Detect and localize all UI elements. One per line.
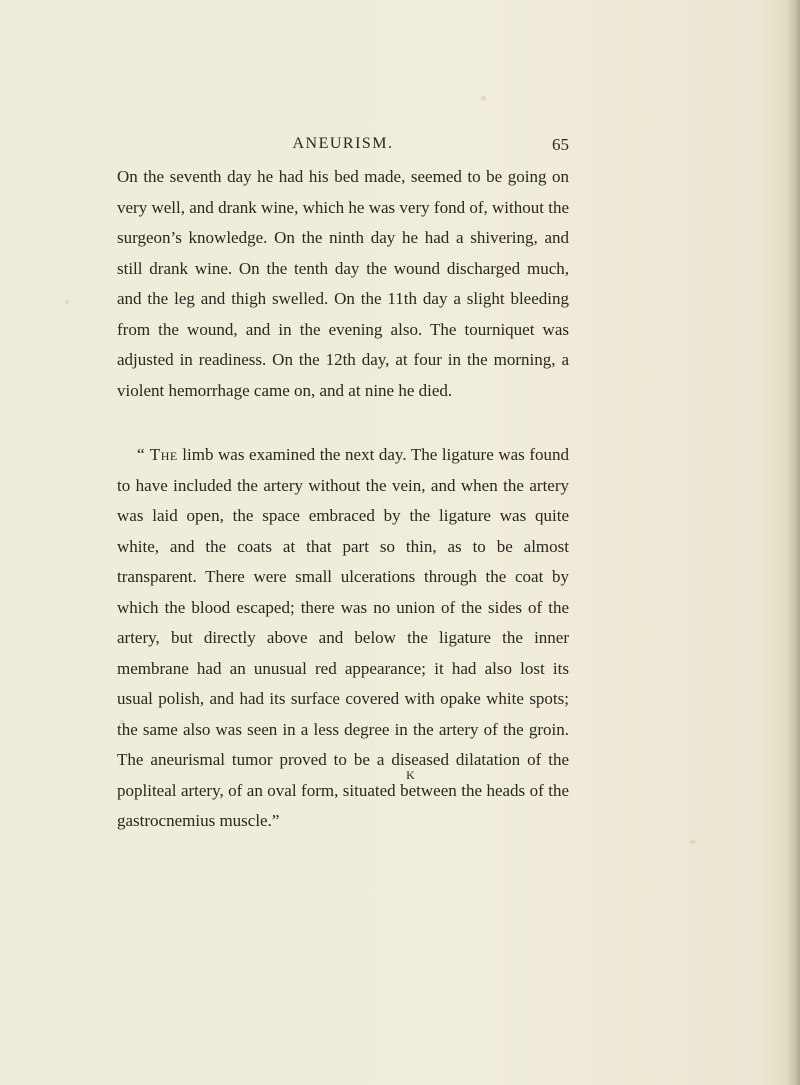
foxing-spot — [690, 840, 696, 844]
paragraph-2-text: limb was examined the next day. The ligature was found to have included the artery without the vein, and when the artery was laid open, the space embraced by the ligature was quite white, and the coats at that part so thin, as to be almost transparent. There were small ulcerations through the coat by which the blood escaped; there was no union of the sides of the artery, but directly above and below the ligature the inner membrane had an unusual red appearance; it had also lost its usual polish, and had its surface covered with opake white spots; the same also was seen in a less degree in the artery of the groin. The aneurismal tumor proved to be a diseased dilatation of the popliteal artery, of an oval form, situated between the heads of the gastrocnemius muscle.” — [117, 445, 570, 830]
foxing-spot — [65, 300, 69, 304]
foxing-spot — [481, 96, 486, 101]
paragraph-1 — [117, 162, 569, 406]
page-edge-shadow — [786, 0, 800, 1085]
running-head — [117, 135, 569, 159]
running-head-title: ANEURISM. — [292, 135, 394, 152]
signature-mark: K — [406, 768, 416, 782]
paragraph-1-text: On the seventh day he had his bed made, seemed to be going on very well, and drank wine, which he was very fond of, without the surgeon’s knowledge. On the ninth day he had a shivering, and still drank wine. On the tenth day the wound discharged much, and the leg and thigh swelled. On the 11th day a slight bleeding from the wound, and in the evening also. The tourniquet was adjusted in readiness. On the 12th day, at four in the morning, a violent hemorrhage came on, and at nine he died. — [117, 167, 569, 400]
page-number: 65 — [552, 135, 569, 154]
paragraph-2-lead: “ The — [137, 445, 178, 464]
body-text — [117, 162, 569, 837]
